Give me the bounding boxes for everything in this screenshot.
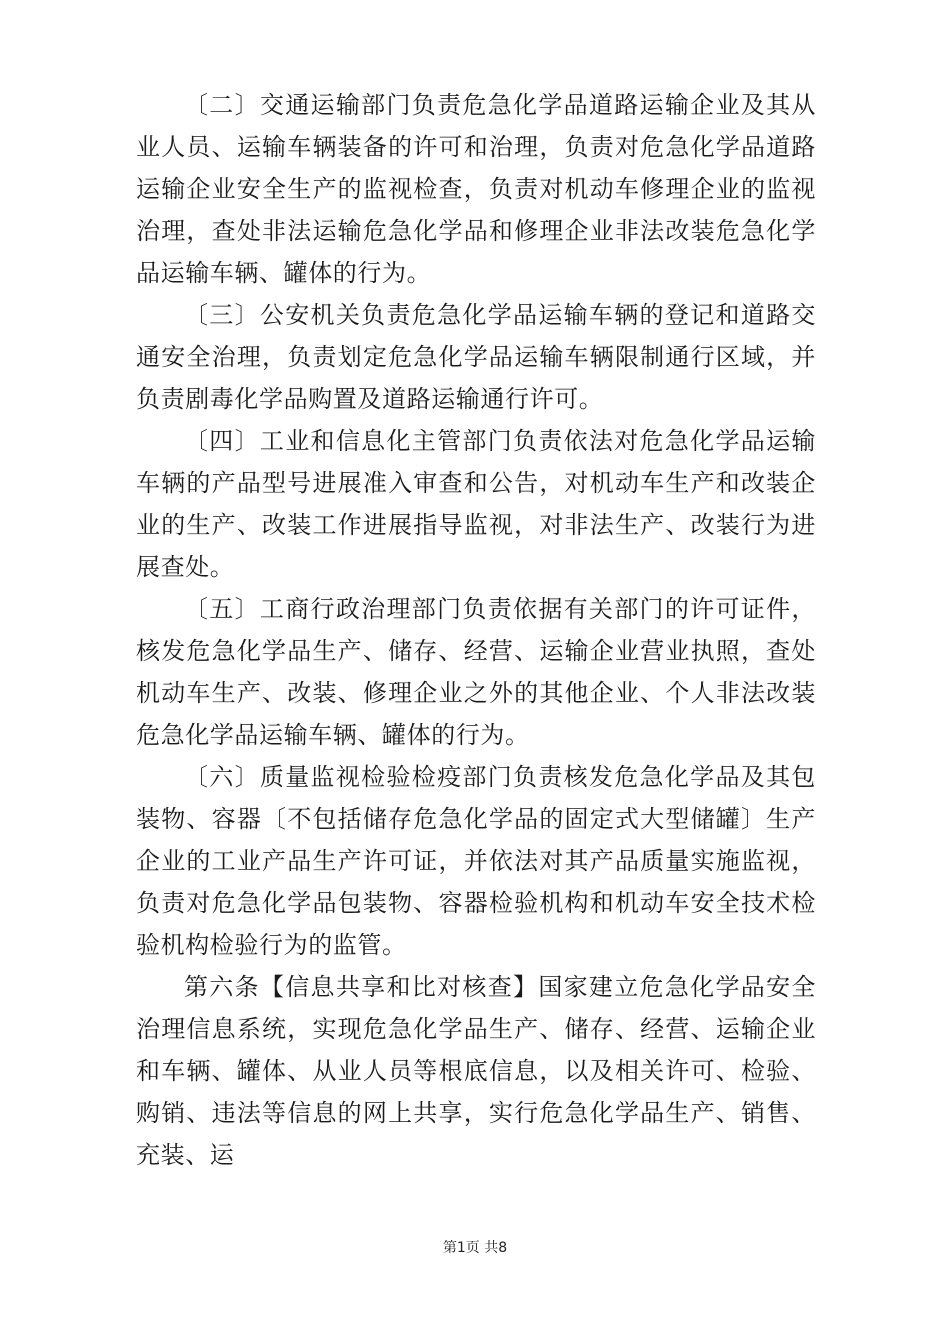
page-number-footer: 第1页 共8	[442, 1240, 508, 1256]
paragraph-4-industry: 〔四〕工业和信息化主管部门负责依法对危急化学品运输车辆的产品型号进展准入审查和公告，对机动车生产和改装企业的生产、改装工作进展指导监视，对非法生产、改装行为进展查处。	[136, 427, 816, 581]
document-body	[136, 84, 816, 1176]
paragraph-6-quality: 〔六〕质量监视检验检疫部门负责核发危急化学品及其包装物、容器〔不包括储存危急化学品的固定式大型储罐〕生产企业的工业产品生产许可证，并依法对其产品质量实施监视，负责对危急化学品包装物、容器检验机构和机动车安全技术检验机构检验行为的监管。	[136, 763, 816, 959]
paragraph-article-6: 第六条【信息共享和比对核查】国家建立危急化学品安全治理信息系统，实现危急化学品生产、储存、经营、运输企业和车辆、罐体、从业人员等根底信息，以及相关许可、检验、购销、违法等信息的网上共享，实行危急化学品生产、销售、充装、运	[136, 973, 816, 1169]
paragraph-2-transport: 〔二〕交通运输部门负责危急化学品道路运输企业及其从业人员、运输车辆装备的许可和治理，负责对危急化学品道路运输企业安全生产的监视检查，负责对机动车修理企业的监视治理，查处非法运输危急化学品和修理企业非法改装危急化学品运输车辆、罐体的行为。	[136, 91, 816, 287]
paragraph-5-commerce: 〔五〕工商行政治理部门负责依据有关部门的许可证件，核发危急化学品生产、储存、经营、运输企业营业执照，查处机动车生产、改装、修理企业之外的其他企业、个人非法改装危急化学品运输车辆、罐体的行为。	[136, 595, 816, 749]
paragraph-3-public-security: 〔三〕公安机关负责危急化学品运输车辆的登记和道路交通安全治理，负责划定危急化学品运输车辆限制通行区域，并负责剧毒化学品购置及道路运输通行许可。	[136, 301, 816, 413]
